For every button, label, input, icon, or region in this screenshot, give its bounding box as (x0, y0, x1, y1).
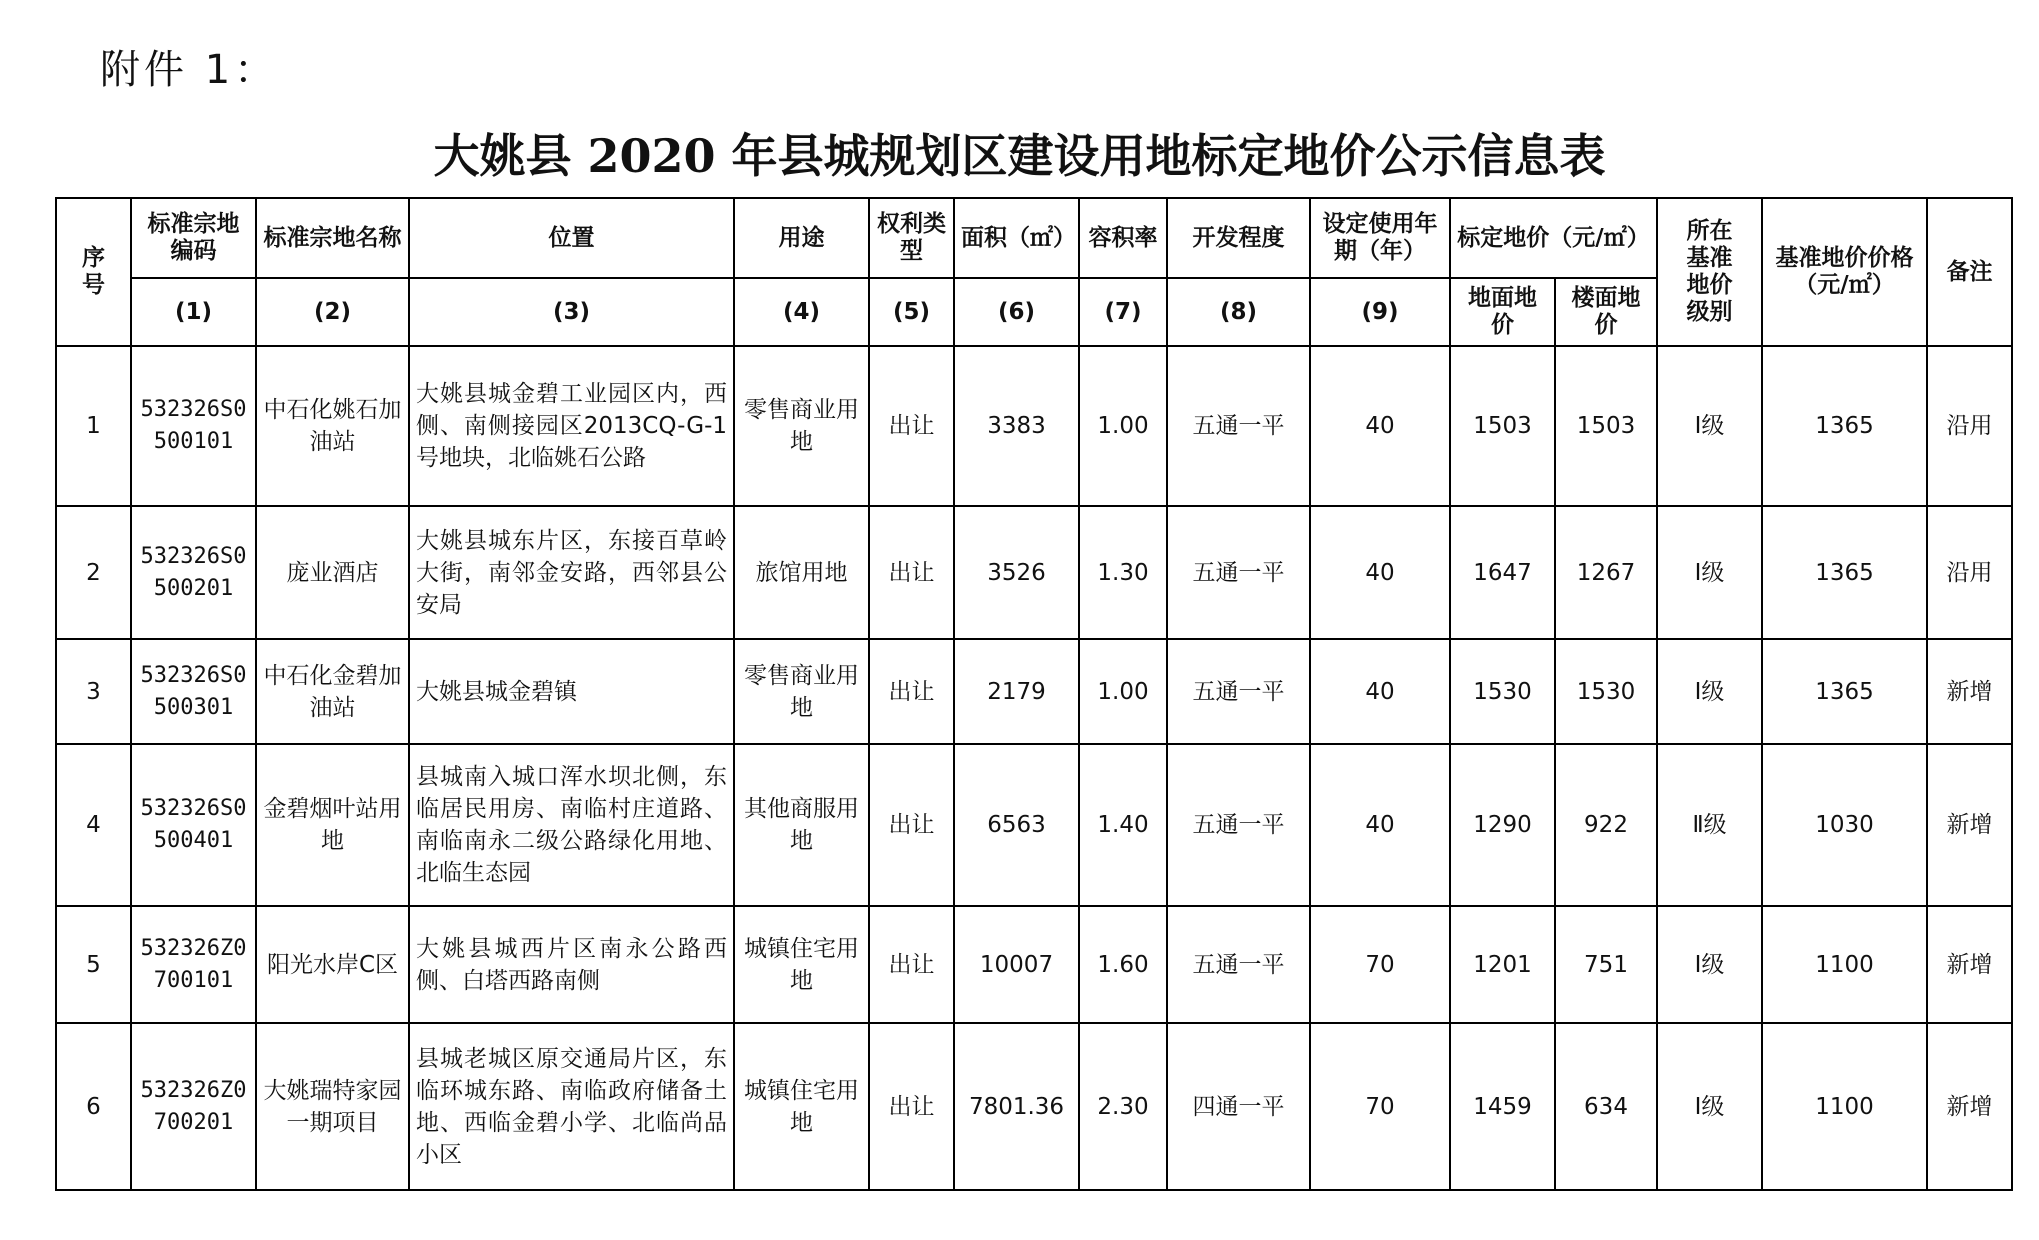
cell-level: Ⅰ级 (1657, 1023, 1762, 1190)
cell-use: 城镇住宅用地 (734, 906, 869, 1023)
cell-seq: 4 (56, 744, 131, 906)
cell-location: 大姚县城金碧工业园区内，西侧、南侧接园区2013CQ-G-1号地块，北临姚石公路 (409, 346, 734, 506)
land-price-table (55, 197, 2013, 1191)
cell-far: 1.00 (1079, 346, 1167, 506)
cell-ground: 1459 (1450, 1023, 1555, 1190)
cell-right: 出让 (869, 346, 954, 506)
cell-code: 532326S0500301 (131, 639, 256, 744)
cell-area: 10007 (954, 906, 1079, 1023)
header-name: 标准宗地名称 (256, 198, 409, 278)
cell-use: 其他商服用地 (734, 744, 869, 906)
col-number: (9) (1310, 278, 1450, 346)
cell-term: 70 (1310, 1023, 1450, 1190)
cell-note: 沿用 (1927, 506, 2012, 639)
table-row (56, 346, 2012, 506)
cell-area: 3383 (954, 346, 1079, 506)
cell-base: 1030 (1762, 744, 1927, 906)
header-level: 所在基准地价级别 (1657, 198, 1762, 346)
col-number: (3) (409, 278, 734, 346)
col-number: (8) (1167, 278, 1310, 346)
cell-level: Ⅰ级 (1657, 639, 1762, 744)
cell-floor: 634 (1555, 1023, 1657, 1190)
table-row (56, 906, 2012, 1023)
cell-note: 沿用 (1927, 346, 2012, 506)
header-floor: 楼面地价 (1555, 278, 1657, 346)
header-use: 用途 (734, 198, 869, 278)
cell-dev: 五通一平 (1167, 506, 1310, 639)
cell-name: 大姚瑞特家园一期项目 (256, 1023, 409, 1190)
cell-area: 7801.36 (954, 1023, 1079, 1190)
col-number: (5) (869, 278, 954, 346)
cell-level: Ⅰ级 (1657, 906, 1762, 1023)
cell-level: Ⅰ级 (1657, 506, 1762, 639)
header-code: 标准宗地编码 (131, 198, 256, 278)
cell-level: Ⅰ级 (1657, 346, 1762, 506)
cell-seq: 2 (56, 506, 131, 639)
cell-ground: 1530 (1450, 639, 1555, 744)
cell-note: 新增 (1927, 906, 2012, 1023)
cell-code: 532326Z0700101 (131, 906, 256, 1023)
cell-use: 零售商业用地 (734, 639, 869, 744)
table-row (56, 1023, 2012, 1190)
col-number: (7) (1079, 278, 1167, 346)
header-ground: 地面地价 (1450, 278, 1555, 346)
cell-note: 新增 (1927, 1023, 2012, 1190)
cell-far: 1.40 (1079, 744, 1167, 906)
cell-base: 1100 (1762, 1023, 1927, 1190)
header-base: 基准地价价格（元/㎡） (1762, 198, 1927, 346)
col-number: (2) (256, 278, 409, 346)
header-location: 位置 (409, 198, 734, 278)
cell-dev: 四通一平 (1167, 1023, 1310, 1190)
cell-term: 40 (1310, 346, 1450, 506)
cell-right: 出让 (869, 506, 954, 639)
cell-floor: 1267 (1555, 506, 1657, 639)
cell-note: 新增 (1927, 639, 2012, 744)
cell-level: Ⅱ级 (1657, 744, 1762, 906)
cell-name: 阳光水岸C区 (256, 906, 409, 1023)
cell-right: 出让 (869, 906, 954, 1023)
cell-name: 庞业酒店 (256, 506, 409, 639)
cell-dev: 五通一平 (1167, 346, 1310, 506)
cell-ground: 1290 (1450, 744, 1555, 906)
header-price: 标定地价（元/㎡） (1450, 198, 1657, 278)
header-far: 容积率 (1079, 198, 1167, 278)
cell-seq: 1 (56, 346, 131, 506)
cell-right: 出让 (869, 639, 954, 744)
cell-name: 中石化姚石加油站 (256, 346, 409, 506)
attachment-label: 附件 1： (100, 47, 279, 93)
page-title: 大姚县 2020 年县城规划区建设用地标定地价公示信息表 (433, 129, 1606, 183)
cell-floor: 1530 (1555, 639, 1657, 744)
cell-code: 532326S0500101 (131, 346, 256, 506)
cell-name: 金碧烟叶站用地 (256, 744, 409, 906)
cell-use: 城镇住宅用地 (734, 1023, 869, 1190)
cell-code: 532326S0500201 (131, 506, 256, 639)
cell-right: 出让 (869, 1023, 954, 1190)
cell-far: 1.30 (1079, 506, 1167, 639)
cell-dev: 五通一平 (1167, 639, 1310, 744)
cell-dev: 五通一平 (1167, 906, 1310, 1023)
cell-location: 县城老城区原交通局片区，东临环城东路、南临政府储备土地、西临金碧小学、北临尚品小区 (409, 1023, 734, 1190)
cell-use: 旅馆用地 (734, 506, 869, 639)
cell-term: 40 (1310, 639, 1450, 744)
cell-base: 1100 (1762, 906, 1927, 1023)
header-row-1 (56, 198, 2012, 278)
cell-far: 2.30 (1079, 1023, 1167, 1190)
cell-location: 大姚县城东片区，东接百草岭大街，南邻金安路，西邻县公安局 (409, 506, 734, 639)
header-area: 面积（㎡） (954, 198, 1079, 278)
cell-dev: 五通一平 (1167, 744, 1310, 906)
header-right: 权利类型 (869, 198, 954, 278)
table-row (56, 506, 2012, 639)
cell-floor: 922 (1555, 744, 1657, 906)
cell-location: 大姚县城金碧镇 (409, 639, 734, 744)
cell-base: 1365 (1762, 639, 1927, 744)
cell-location: 大姚县城西片区南永公路西侧、白塔西路南侧 (409, 906, 734, 1023)
cell-seq: 6 (56, 1023, 131, 1190)
cell-floor: 1503 (1555, 346, 1657, 506)
cell-term: 40 (1310, 744, 1450, 906)
cell-ground: 1647 (1450, 506, 1555, 639)
header-term: 设定使用年期（年） (1310, 198, 1450, 278)
cell-far: 1.60 (1079, 906, 1167, 1023)
cell-base: 1365 (1762, 346, 1927, 506)
cell-term: 40 (1310, 506, 1450, 639)
cell-area: 2179 (954, 639, 1079, 744)
header-seq: 序号 (56, 198, 131, 346)
cell-area: 6563 (954, 744, 1079, 906)
header-dev: 开发程度 (1167, 198, 1310, 278)
cell-seq: 5 (56, 906, 131, 1023)
cell-note: 新增 (1927, 744, 2012, 906)
cell-code: 532326Z0700201 (131, 1023, 256, 1190)
cell-code: 532326S0500401 (131, 744, 256, 906)
cell-area: 3526 (954, 506, 1079, 639)
cell-right: 出让 (869, 744, 954, 906)
cell-term: 70 (1310, 906, 1450, 1023)
table-row (56, 744, 2012, 906)
cell-ground: 1201 (1450, 906, 1555, 1023)
cell-ground: 1503 (1450, 346, 1555, 506)
col-number: (1) (131, 278, 256, 346)
col-number: (6) (954, 278, 1079, 346)
cell-use: 零售商业用地 (734, 346, 869, 506)
cell-seq: 3 (56, 639, 131, 744)
cell-location: 县城南入城口浑水坝北侧，东临居民用房、南临村庄道路、南临南永二级公路绿化用地、北临生态园 (409, 744, 734, 906)
cell-far: 1.00 (1079, 639, 1167, 744)
table-row (56, 639, 2012, 744)
cell-base: 1365 (1762, 506, 1927, 639)
col-number: (4) (734, 278, 869, 346)
header-note: 备注 (1927, 198, 2012, 346)
cell-name: 中石化金碧加油站 (256, 639, 409, 744)
cell-floor: 751 (1555, 906, 1657, 1023)
